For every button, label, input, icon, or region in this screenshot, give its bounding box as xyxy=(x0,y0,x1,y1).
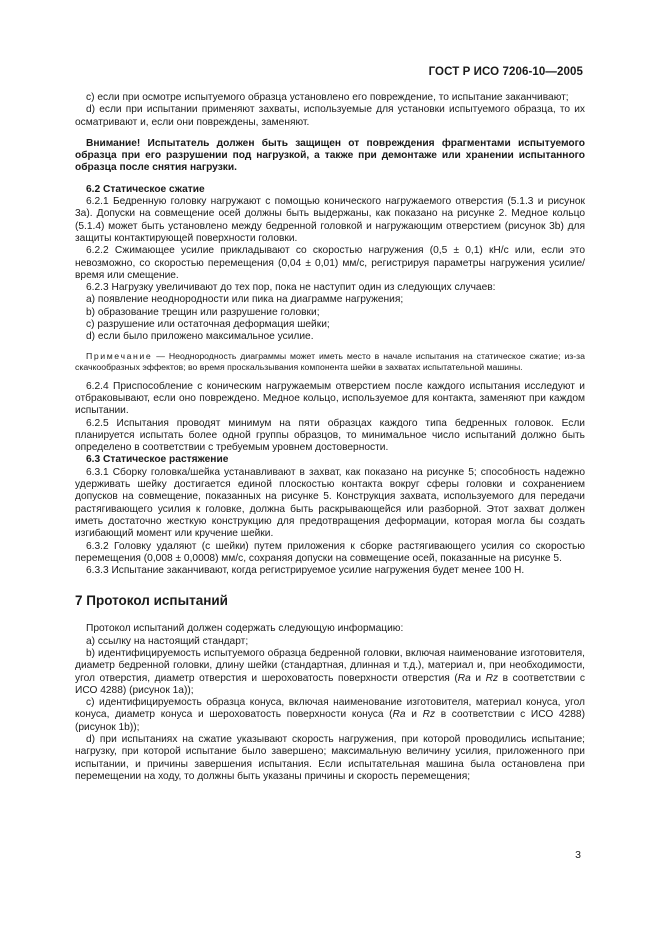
clause-6-2-1: 6.2.1 Бедренную головку нагружают с помощью конического нагружаемого отверстия (5.1.3 и рисунок 3а). Допуски на совмещение осей должны быть выдержаны, как показано на рисунке 2. Медное кольцо (5.1.4) может быть установлено между бедренной головкой и нагружающим отверстием (рисунок 3b) для защиты контактирующей поверхности головки. xyxy=(75,196,585,244)
report-item-d: d) при испытаниях на сжатие указывают скорость нагружения, при которой проводились испытание; нагрузку, при которой испытание было завершено; максимальную величину усилия, приложенного при испытании, и причины завершения испытания. Если испытательная машина была остановлена при перемещении на ходу, то должны быть указаны причины и скорость перемещения; xyxy=(75,734,585,782)
document-body xyxy=(75,92,585,783)
case-item-b: b) образование трещин или разрушение головки; xyxy=(86,306,320,318)
note-text: — Неоднородность диаграммы может иметь место в начале испытания на статическое сжатие; из-за скачкообразных эффектов; во время проскальзывания компонента шейки в захватах испытательной машины. xyxy=(75,350,585,372)
report-item-b: b) идентифицируемость испытуемого образца бедренной головки, включая наименование изготовителя, диаметр бедренной головки, длину шейки (стандартная, длинная и т.д.), материал и, при необходимости, угол отверстия, диаметр отверстия и шероховатость поверхности отверстия (Ra и Rz в соответствии с ИСО 4288) (рисунок 1а)); xyxy=(75,647,585,696)
clause-6-3-2: 6.3.2 Головку удаляют (с шейки) путем приложения к сборке растягивающего усилия со скоростью перемещения (0,008 ± 0,0008) мм/с, сохраняя допуски на совмещение осей, показанные на рисунке 5. xyxy=(75,540,585,564)
intro-item-c: c) если при осмотре испытуемого образца установлено его повреждение, то испытание заканчивают; xyxy=(86,92,569,103)
note xyxy=(75,351,585,373)
section-7-heading: 7 Протокол испытаний xyxy=(75,593,228,609)
case-item-c: c) разрушение или остаточная деформация шейки; xyxy=(86,319,330,331)
report-item-c: c) идентифицируемость образца конуса, включая наименование изготовителя, материал конуса, угол конуса, диаметр конуса и шероховатость поверхности конуса (Ra и Rz в соответствии с ИСО 4288) (рисунок 1b)); xyxy=(75,697,585,733)
safety-warning: Внимание! Испытатель должен быть защищен от повреждения фрагментами испытуемого образца при его разрушении под нагрузкой, а также при демонтаже или хранении испытанного образца после снятия нагрузки. xyxy=(75,137,585,174)
clause-6-2-5: 6.2.5 Испытания проводят минимум на пяти образцах каждого типа бедренных головок. Если планируется испытать более одной группы образцов, то минимальное число испытаний должно быть определено в соответствии с требуемым уровнем достоверности. xyxy=(75,417,585,454)
case-item-a: a) появление неоднородности или пика на диаграмме нагружения; xyxy=(86,294,404,306)
section-6-2-heading: 6.2 Статическое сжатие xyxy=(86,183,205,195)
clause-6-2-2: 6.2.2 Сжимающее усилие прикладывают со скоростью нагружения (0,5 ± 0,1) кН/с или, если это невозможно, со скоростью перемещения (0,04 ± 0,01) мм/с, регистрируя параметры нагружения усилие/время или смещение. xyxy=(75,245,585,281)
clause-6-3-3: 6.3.3 Испытание заканчивают, когда регистрируемое усилие нагружения будет менее 100 Н. xyxy=(86,565,525,577)
standard-header: ГОСТ Р ИСО 7206-10—2005 xyxy=(428,66,583,78)
note-label: Примечание xyxy=(86,350,153,361)
page-number: 3 xyxy=(575,849,581,861)
report-intro: Протокол испытаний должен содержать следующую информацию: xyxy=(86,623,404,635)
report-item-a: a) ссылку на настоящий стандарт; xyxy=(86,635,249,647)
section-6-3-heading: 6.3 Статическое растяжение xyxy=(86,454,229,466)
clause-6-2-3: 6.2.3 Нагрузку увеличивают до тех пор, пока не наступит один из следующих случаев: xyxy=(86,282,496,294)
clause-6-2-4: 6.2.4 Приспособление с коническим нагружаемым отверстием после каждого испытания исследуют и отбраковывают, если оно повреждено. Медное кольцо, используемое для контакта, заменяют при каждом испытании. xyxy=(75,380,585,417)
intro-item-d: d) если при испытании применяют захваты, используемые для установки испытуемого образца, то их осматривают и, если они повреждены, заменяют. xyxy=(75,104,585,128)
clause-6-3-1: 6.3.1 Сборку головка/шейка устанавливают в захват, как показано на рисунке 5; способность надежно удерживать шейку достигается единой плоскостью контакта вокруг сферы головки и сохранением допусков на совмещение, показанных на рисунке 5. Конструкция захвата, используемого для передачи растягивающего усилия к головке, должна быть раскрывающейся или разборной. Этот захват должен иметь достаточно жесткую конструкцию для предотвращения деформации, которая могла бы создать изгибающий момент или кручение шейки. xyxy=(75,466,585,540)
case-item-d: d) если было приложено максимальное усилие. xyxy=(86,331,314,343)
